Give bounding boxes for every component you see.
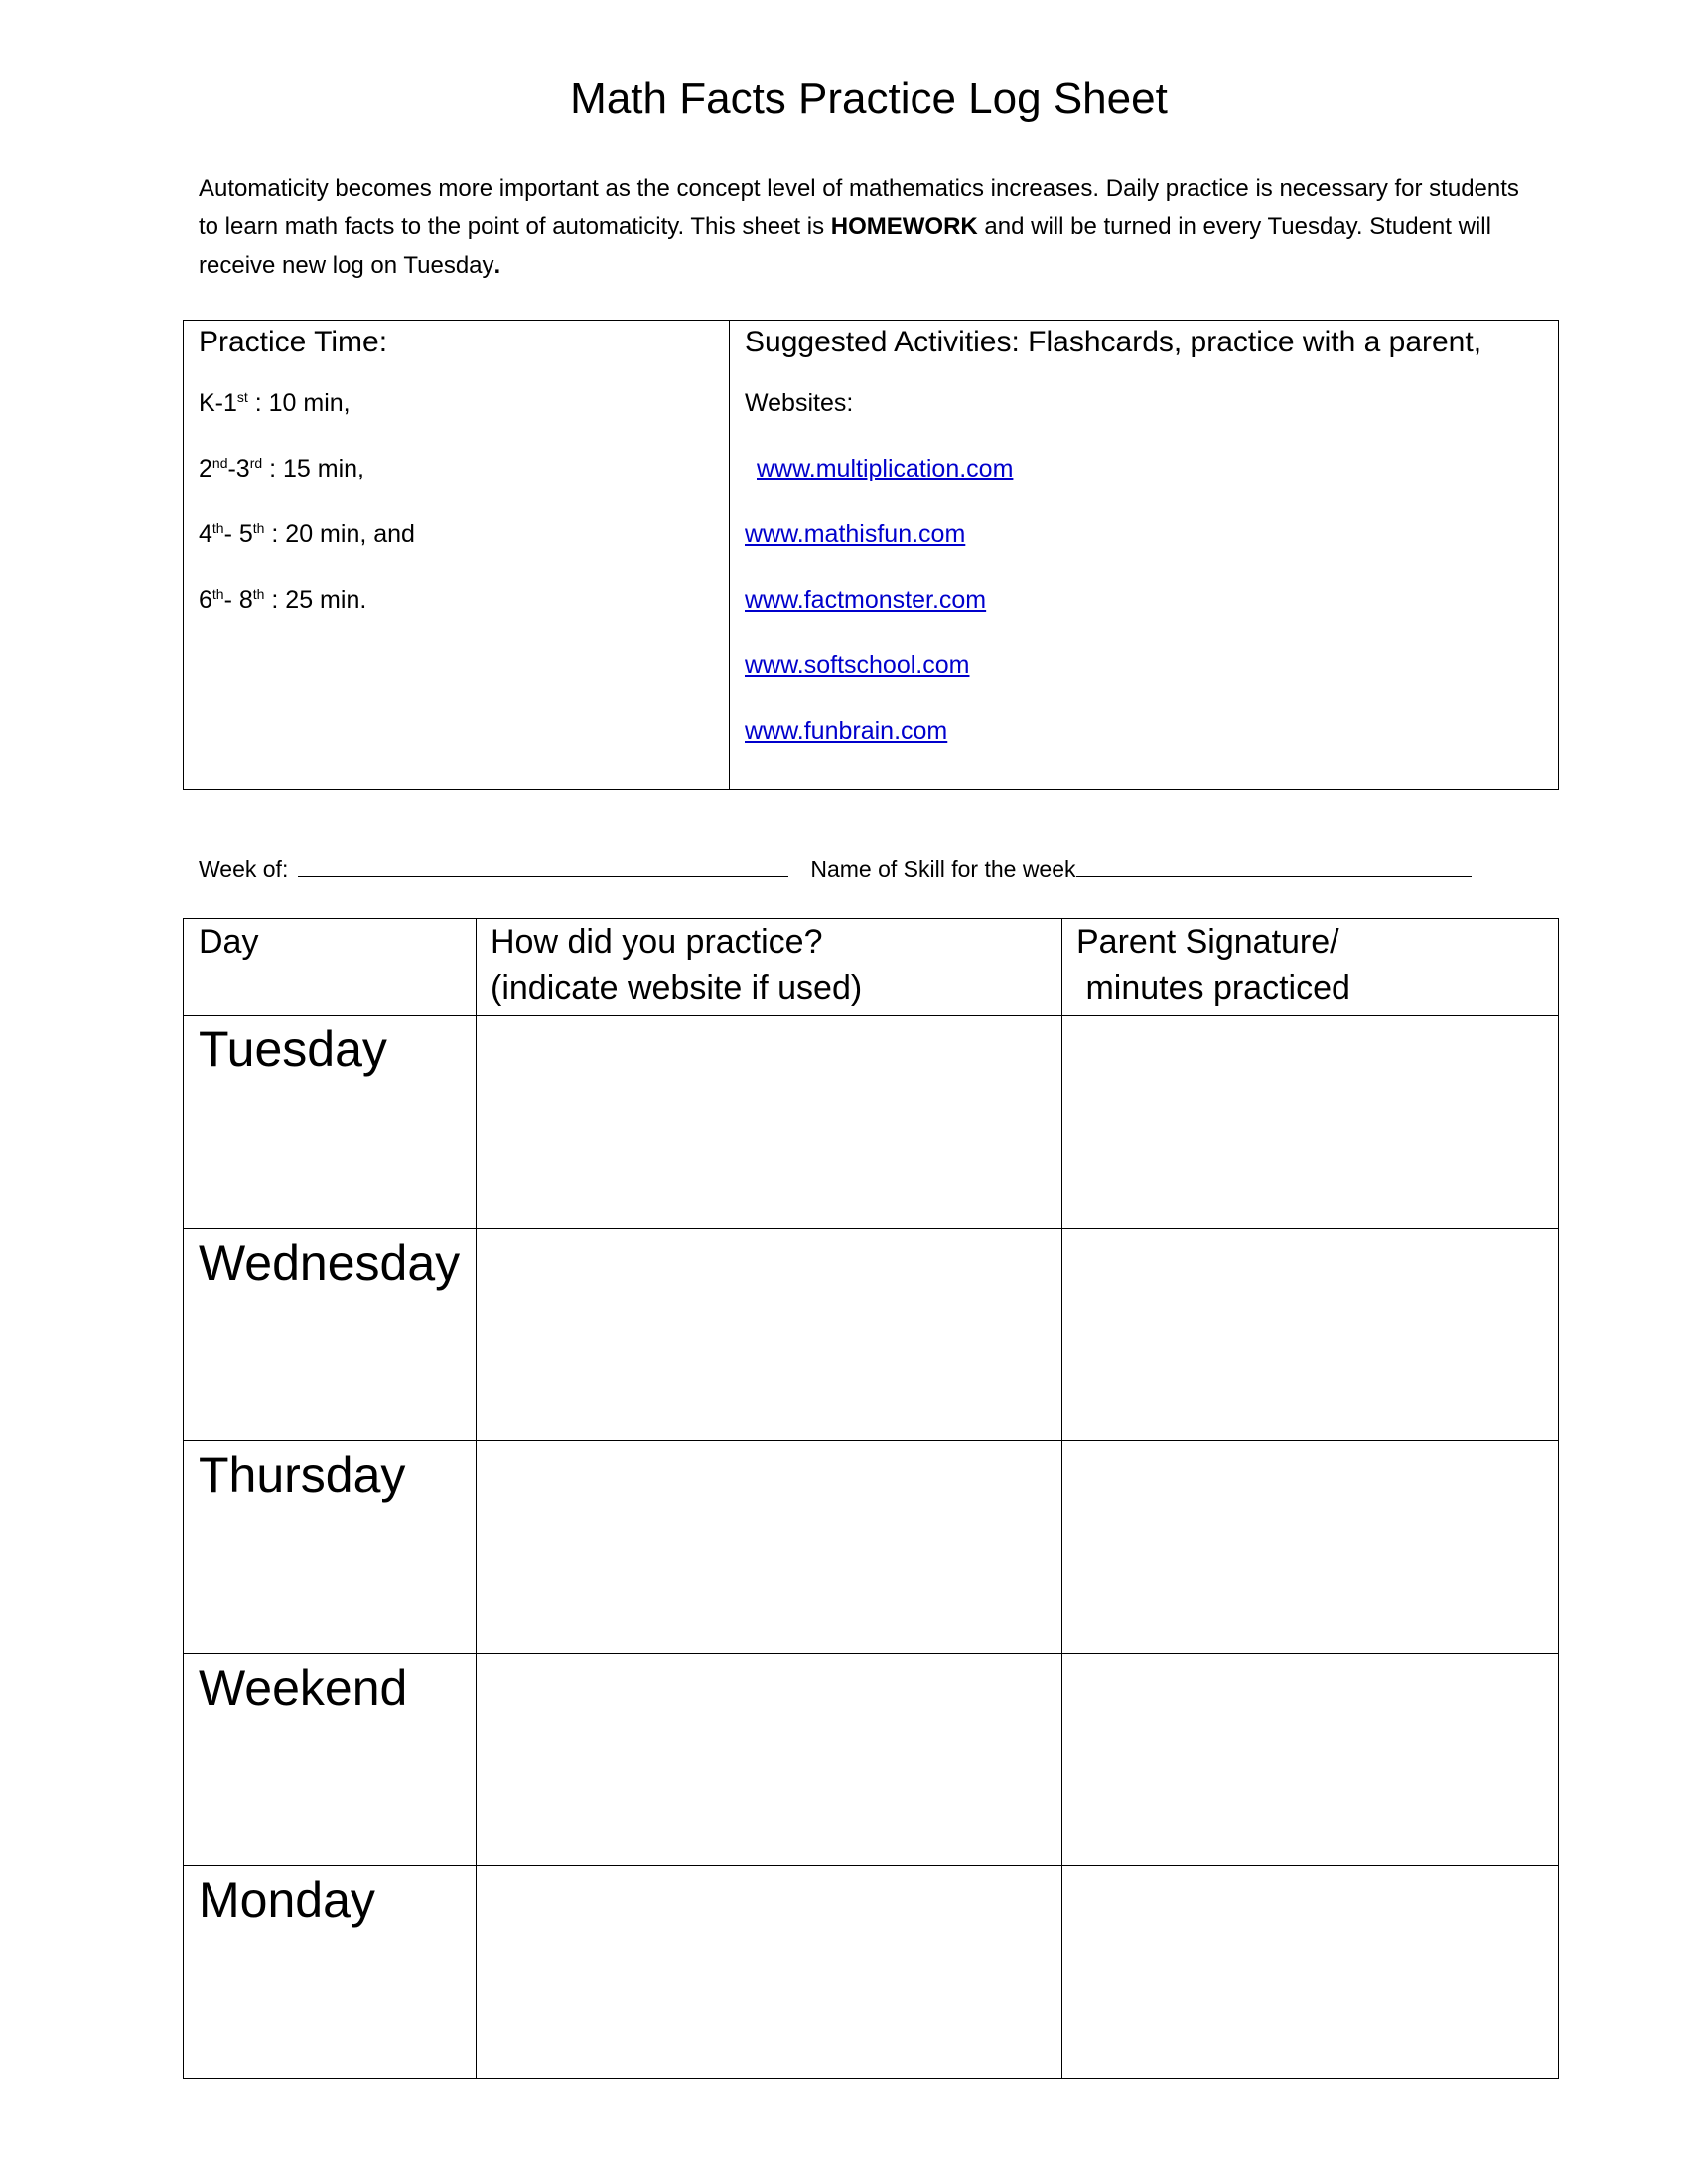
day-label-tuesday: Tuesday [199,1022,387,1077]
practice-log-table [183,918,1559,2079]
intro-text-1: Automaticity becomes more important as the concept level of mathematics increases. Daily practice is necessary for students to learn math facts to the point of automaticity. This sheet is [199,175,1519,240]
page-title: Math Facts Practice Log Sheet [570,74,1168,123]
column-divider-1 [476,919,477,2078]
day-label-weekend: Weekend [199,1660,408,1715]
link-softschool[interactable]: www.softschool.com [745,651,970,679]
thursday-signature-cell[interactable] [1063,1442,1558,1652]
practice-time-line-k1: K-1st : 10 min, [199,389,351,417]
intro-period: . [493,252,501,279]
header-day: Day [199,923,259,961]
tuesday-practice-cell[interactable] [478,1017,1060,1227]
websites-label: Websites: [745,389,854,417]
row-divider-2 [184,1440,1558,1441]
practice-time-heading: Practice Time: [199,326,388,358]
day-label-thursday: Thursday [199,1447,406,1503]
practice-time-line-6-8: 6th- 8th : 25 min. [199,586,367,614]
weekend-practice-cell[interactable] [478,1655,1060,1864]
intro-paragraph [199,169,1529,285]
link-factmonster[interactable]: www.factmonster.com [745,586,987,614]
tuesday-signature-cell[interactable] [1063,1017,1558,1227]
day-label-wednesday: Wednesday [199,1235,461,1291]
link-mathisfun[interactable]: www.mathisfun.com [745,520,966,548]
day-label-monday: Monday [199,1872,375,1928]
practice-time-line-2-3: 2nd-3rd : 15 min, [199,455,364,482]
row-divider-3 [184,1653,1558,1654]
wednesday-practice-cell[interactable] [478,1230,1060,1439]
monday-practice-cell[interactable] [478,1867,1060,2077]
wednesday-signature-cell[interactable] [1063,1230,1558,1439]
header-parent-signature: Parent Signature/ minutes practiced [1076,923,1350,1007]
row-divider-1 [184,1228,1558,1229]
column-divider-2 [1061,919,1062,2078]
monday-signature-cell[interactable] [1063,1867,1558,2077]
skill-label: Name of Skill for the week [810,856,1076,882]
thursday-practice-cell[interactable] [478,1442,1060,1652]
row-divider-4 [184,1865,1558,1866]
practice-info-box [183,320,1559,790]
link-funbrain[interactable]: www.funbrain.com [745,717,948,745]
info-box-divider [729,321,730,789]
practice-time-line-4-5: 4th- 5th : 20 min, and [199,520,415,548]
header-row-divider [184,1015,1558,1016]
skill-field[interactable] [1076,852,1472,877]
week-of-label: Week of: [199,856,289,882]
intro-text-2: and will be turned in every Tuesday. Student will receive new log on Tuesday [199,213,1491,279]
suggested-activities-heading: Suggested Activities: Flashcards, practice with a parent, [745,326,1482,358]
week-of-field[interactable] [298,852,788,877]
link-multiplication[interactable]: www.multiplication.com [757,455,1014,482]
homework-emphasis: HOMEWORK [830,213,978,240]
header-how-practiced: How did you practice? (indicate website if used) [491,923,863,1007]
week-skill-line [199,852,1472,885]
weekend-signature-cell[interactable] [1063,1655,1558,1864]
